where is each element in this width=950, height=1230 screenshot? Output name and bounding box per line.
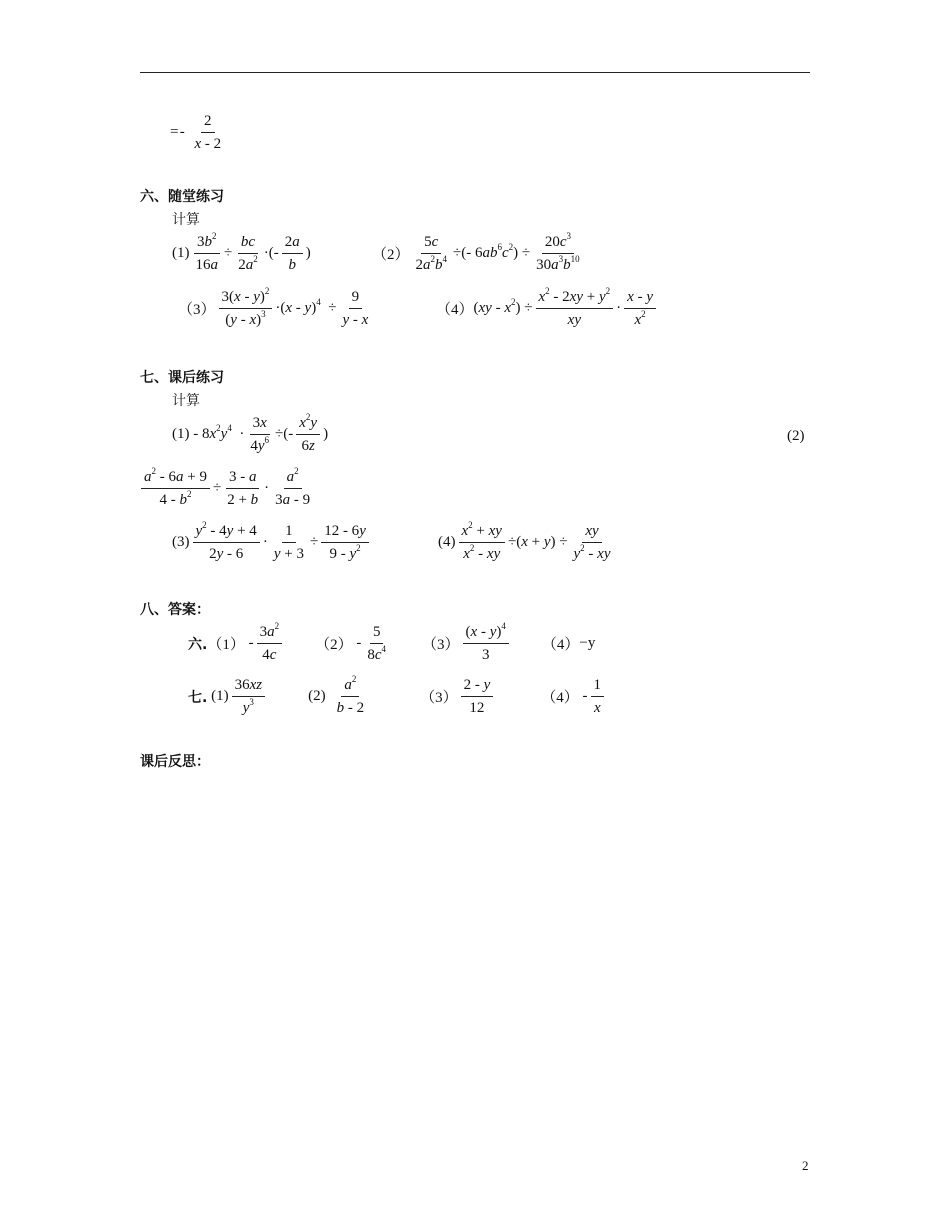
answers-seven-mark: 七. (188, 689, 208, 706)
item-number: (1) (172, 426, 190, 442)
compute-label-six: 计算 (172, 212, 200, 228)
section-eight-title: 八、答案： (140, 602, 210, 618)
answers-six-row: 六. （1） - $\frac{3a^2}{4c}$ （2） - $\frac{5}{8c^4}$ （3） $\frac{(x - y)^4}{3}$ （4） −y (188, 621, 596, 663)
answers-six-mark: 六. (188, 636, 208, 653)
exercise-six-3: （3） $\frac{3(x - y)^2}{(y - x)^3}$ ·(x - y)$^4$ ÷ $\frac{9}{y - x}$ (178, 286, 369, 328)
answers-seven-row: 七. (1) $\frac{36xz}{y^3}$ (2) $\frac{a^2}{b - 2}$ （3） $\frac{2 - y}{12}$ （4） - $\frac{1}{x}$ (188, 676, 607, 717)
item-number: (1) (211, 688, 229, 704)
page-number: 2 (802, 1158, 809, 1173)
item-number: （4） (541, 637, 580, 653)
exercise-seven-4: (4) $\frac{x^2 + xy}{x^2 - xy}$ ÷(x + y) ÷ $\frac{xy}{y^2 - xy}$ (438, 520, 611, 562)
item-number: （3） (420, 690, 458, 706)
previous-result: = - $\frac{2}{x - 2}$ (170, 113, 222, 152)
item-number: （2） (315, 637, 353, 653)
item-number: （3） (178, 302, 216, 318)
item-number: （2） (372, 247, 410, 263)
exercise-seven-1: (1) - $8x^2y^4$ · $\frac{3x}{4y^6}$ ÷(- $\frac{x^2y}{6z}$ ) (172, 412, 329, 454)
item-number: （1） (207, 637, 245, 653)
item-number: (2) (787, 428, 805, 444)
exercise-six-4: （4） $(xy - x^2)$ ÷ $\frac{x^2 - 2xy + y^2}{xy}$ · $\frac{x - y}{x^2}$ (436, 288, 659, 329)
item-number: (1) (172, 245, 190, 261)
exercise-six-1: (1) $\frac{3b^2}{16a}$ ÷ $\frac{bc}{2a^2}$ ·(- $\frac{2a}{b}$ ) (172, 231, 311, 273)
compute-label-seven: 计算 (172, 393, 200, 409)
item-number: (2) (308, 688, 326, 704)
item-number: （4） (541, 690, 579, 706)
exercise-seven-3: (3) $\frac{y^2 - 4y + 4}{2y - 6}$ · $\frac{1}{y + 3}$ ÷ $\frac{12 - 6y}{9 - y^2}$ (172, 522, 372, 563)
item-number: (4) (438, 534, 456, 550)
item-number: （3） (422, 637, 460, 653)
exercise-seven-2: $\frac{a^2 - 6a + 9}{4 - b^2}$ ÷ $\frac{3 - a}{2 + b}$ · $\frac{a^2}{3a - 9}$ (138, 468, 316, 509)
answer-six-4: −y (579, 635, 596, 651)
header-rule (140, 72, 810, 73)
exercise-six-2: （2） $\frac{5c}{2a^2b^4}$ ÷(- $6ab^6c^2$) ÷ $\frac{20c^3}{30a^3b^{10}}$ (372, 231, 580, 273)
section-six-title: 六、随堂练习 (140, 189, 224, 205)
section-seven-title: 七、课后练习 (140, 370, 224, 386)
reflection-title: 课后反思： (140, 754, 210, 770)
item-number: （4） (436, 302, 474, 318)
item-number: (3) (172, 534, 190, 550)
